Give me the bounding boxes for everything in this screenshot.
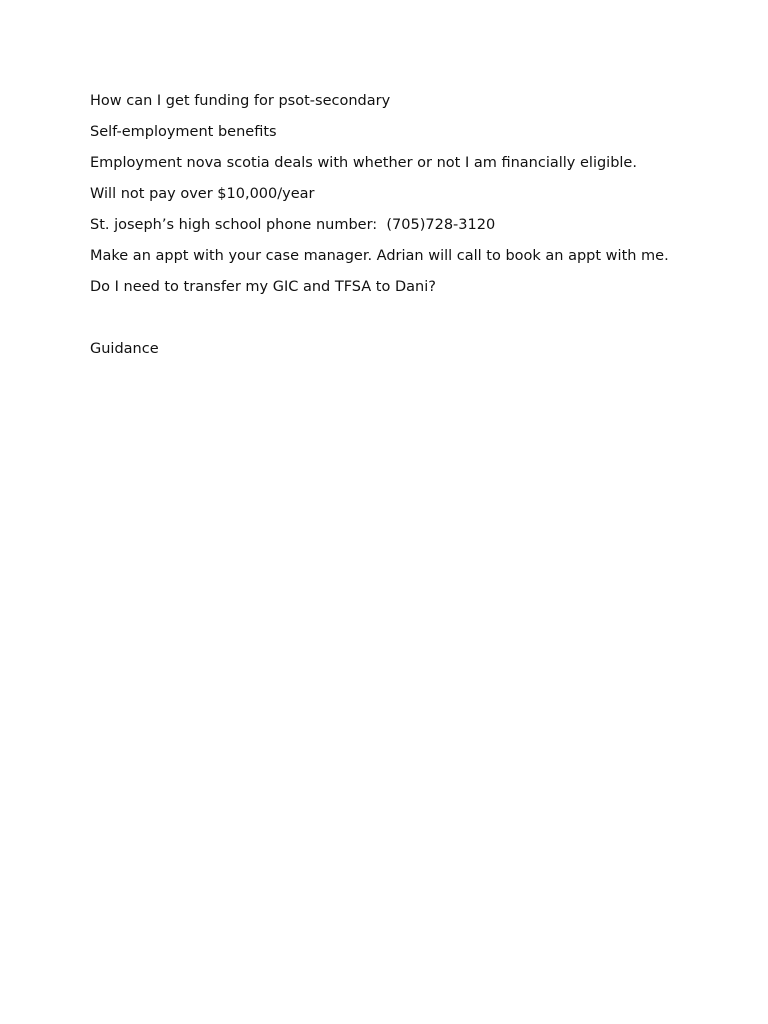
document-line: How can I get funding for psot-secondary <box>90 93 391 109</box>
document-page <box>90 91 670 370</box>
document-line: St. joseph’s high school phone number: (705)728-3120 <box>90 217 496 233</box>
document-line: Employment nova scotia deals with whether or not I am financially eligible. <box>90 155 637 171</box>
blank-line <box>90 308 670 329</box>
document-line: Will not pay over $10,000/year <box>90 186 315 202</box>
document-line: Make an appt with your case manager. Adrian will call to book an appt with me. <box>90 248 669 264</box>
document-line: Guidance <box>90 341 159 357</box>
document-line: Self-employment benefits <box>90 124 277 140</box>
document-line: Do I need to transfer my GIC and TFSA to Dani? <box>90 279 436 295</box>
